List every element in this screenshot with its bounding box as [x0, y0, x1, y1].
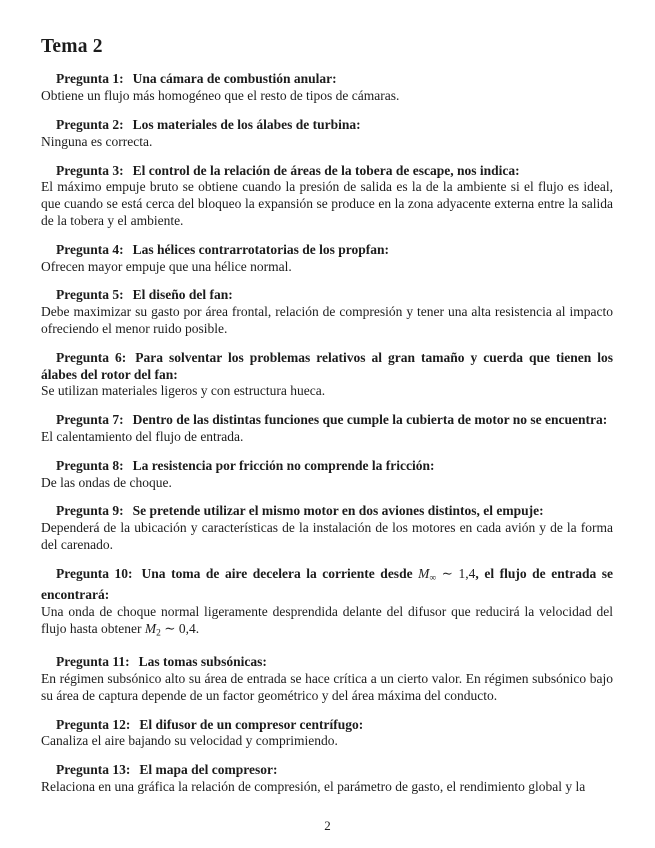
- question-answer: [41, 259, 613, 276]
- question-answer: [41, 179, 613, 229]
- questions-list: [41, 71, 613, 795]
- question-title: [133, 117, 361, 132]
- question-block-8: [41, 458, 613, 492]
- question-block-7: [41, 412, 613, 446]
- question-heading: [41, 242, 613, 259]
- text-segment: M: [418, 565, 430, 581]
- question-block-3: [41, 163, 613, 230]
- question-title: [41, 350, 613, 382]
- question-answer: [41, 671, 613, 705]
- text-segment: Se utilizan materiales ligeros y con estructura hueca.: [41, 383, 326, 399]
- question-label: Pregunta 8:: [56, 457, 124, 473]
- text-segment: Para solventar los problemas relativos al gran tamaño y cuerda que tienen los álabes del rotor del fan:: [41, 349, 613, 382]
- question-label: Pregunta 2:: [56, 117, 124, 133]
- question-heading: [41, 117, 613, 134]
- text-segment: Canaliza el aire bajando su velocidad y comprimiendo.: [41, 733, 338, 749]
- question-label: Pregunta 1:: [56, 71, 124, 87]
- question-answer: [41, 520, 613, 554]
- text-segment: De las ondas de choque.: [41, 474, 172, 490]
- text-segment: Se pretende utilizar el mismo motor en dos aviones distintos, el empuje:: [132, 503, 544, 519]
- text-segment: Los materiales de los álabes de turbina:: [132, 117, 361, 133]
- question-answer: [41, 779, 613, 796]
- question-label: Pregunta 10:: [56, 565, 133, 581]
- text-segment: En régimen subsónico alto su área de entrada se hace crítica a un cierto valor. En régimen subsónico bajo su área de captura depende de un factor geométrico y del área máxima del conducto.: [41, 671, 613, 703]
- text-segment: Una toma de aire decelera la corriente desde: [141, 565, 419, 581]
- question-block-6: [41, 350, 613, 400]
- question-label: Pregunta 13:: [56, 762, 131, 778]
- question-label: Pregunta 7:: [56, 412, 124, 428]
- question-answer: [41, 429, 613, 446]
- text-segment: Ofrecen mayor empuje que una hélice normal.: [41, 258, 292, 274]
- text-segment: Las tomas subsónicas:: [138, 654, 267, 670]
- question-title: [139, 762, 277, 777]
- question-title: [133, 458, 435, 473]
- question-label: Pregunta 11:: [56, 654, 130, 670]
- question-heading: [41, 503, 613, 520]
- text-segment: ∼ 1,4: [436, 565, 476, 581]
- question-label: Pregunta 12:: [56, 716, 131, 732]
- question-heading: [41, 762, 613, 779]
- question-block-13: [41, 762, 613, 796]
- question-heading: [41, 163, 613, 180]
- question-answer: [41, 134, 613, 151]
- question-heading: [41, 287, 613, 304]
- question-title: [133, 503, 544, 518]
- question-title: [139, 717, 363, 732]
- text-segment: El control de la relación de áreas de la tobera de escape, nos indica:: [132, 162, 520, 178]
- question-label: Pregunta 5:: [56, 287, 124, 303]
- text-segment: Dentro de las distintas funciones que cumple la cubierta de motor no se encuentra:: [132, 412, 608, 428]
- text-segment: Ninguna es correcta.: [41, 133, 153, 149]
- text-segment: Relaciona en una gráfica la relación de compresión, el parámetro de gasto, el rendimiento global y la: [41, 779, 586, 794]
- question-title: [133, 163, 520, 178]
- text-segment: , el flujo de entrada se encontrará:: [41, 565, 614, 603]
- question-heading: [41, 71, 613, 88]
- text-segment: ∞: [429, 573, 437, 584]
- text-segment: 2: [156, 628, 161, 639]
- text-segment: El mapa del compresor:: [139, 762, 278, 778]
- question-heading: [41, 566, 613, 604]
- text-segment: ∼ 0,4.: [160, 620, 200, 636]
- question-block-12: [41, 717, 613, 751]
- question-heading: [41, 654, 613, 671]
- question-heading: [41, 350, 613, 384]
- text-segment: Debe maximizar su gasto por área frontal, relación de compresión y tener una alta resistencia al impacto ofreciendo el menor ruido posible.: [41, 304, 613, 336]
- question-label: Pregunta 3:: [56, 162, 124, 178]
- question-label: Pregunta 4:: [56, 241, 124, 257]
- text-segment: El calentamiento del flujo de entrada.: [41, 428, 244, 444]
- question-answer: [41, 383, 613, 400]
- question-block-5: [41, 287, 613, 337]
- question-answer: [41, 475, 613, 492]
- page-title: Tema 2: [41, 36, 103, 57]
- question-label: Pregunta 9:: [56, 503, 124, 519]
- text-segment: El diseño del fan:: [132, 287, 233, 303]
- question-answer: [41, 88, 613, 105]
- question-title: [133, 242, 389, 257]
- question-title: [133, 412, 608, 427]
- question-title: [133, 71, 337, 86]
- text-segment: Obtiene un flujo más homogéneo que el resto de tipos de cámaras.: [41, 88, 400, 104]
- text-segment: Una onda de choque normal ligeramente desprendida delante del difusor que reducirá la velocidad del flujo hasta obtener: [41, 603, 613, 636]
- question-block-10: [41, 566, 613, 642]
- text-segment: Las hélices contrarrotatorias de los propfan:: [132, 241, 389, 257]
- question-block-11: [41, 654, 613, 704]
- text-segment: El difusor de un compresor centrífugo:: [139, 716, 364, 732]
- text-segment: El máximo empuje bruto se obtiene cuando la presión de salida es la de la ambiente si el flujo es ideal, que cuando se está cerca del bloqueo la expansión se produce en la zona adyacente externa entre la salida de la tobera y el ambiente.: [41, 179, 613, 228]
- question-block-1: [41, 71, 613, 105]
- question-block-4: [41, 242, 613, 276]
- question-title: [139, 654, 267, 669]
- question-block-2: [41, 117, 613, 151]
- question-answer: [41, 733, 613, 750]
- text-segment: Dependerá de la ubicación y características de la instalación de los motores en cada avión y de la forma del carenado.: [41, 520, 613, 552]
- question-answer: [41, 604, 613, 642]
- question-heading: [41, 458, 613, 475]
- question-label: Pregunta 6:: [56, 349, 127, 365]
- text-segment: La resistencia por fricción no comprende la fricción:: [132, 457, 435, 473]
- question-heading: [41, 412, 613, 429]
- text-segment: M: [144, 620, 157, 636]
- question-block-9: [41, 503, 613, 553]
- page-number: 2: [324, 818, 331, 833]
- question-answer: [41, 304, 613, 338]
- question-title: [133, 287, 233, 302]
- text-segment: Una cámara de combustión anular:: [132, 71, 337, 87]
- question-heading: [41, 717, 613, 734]
